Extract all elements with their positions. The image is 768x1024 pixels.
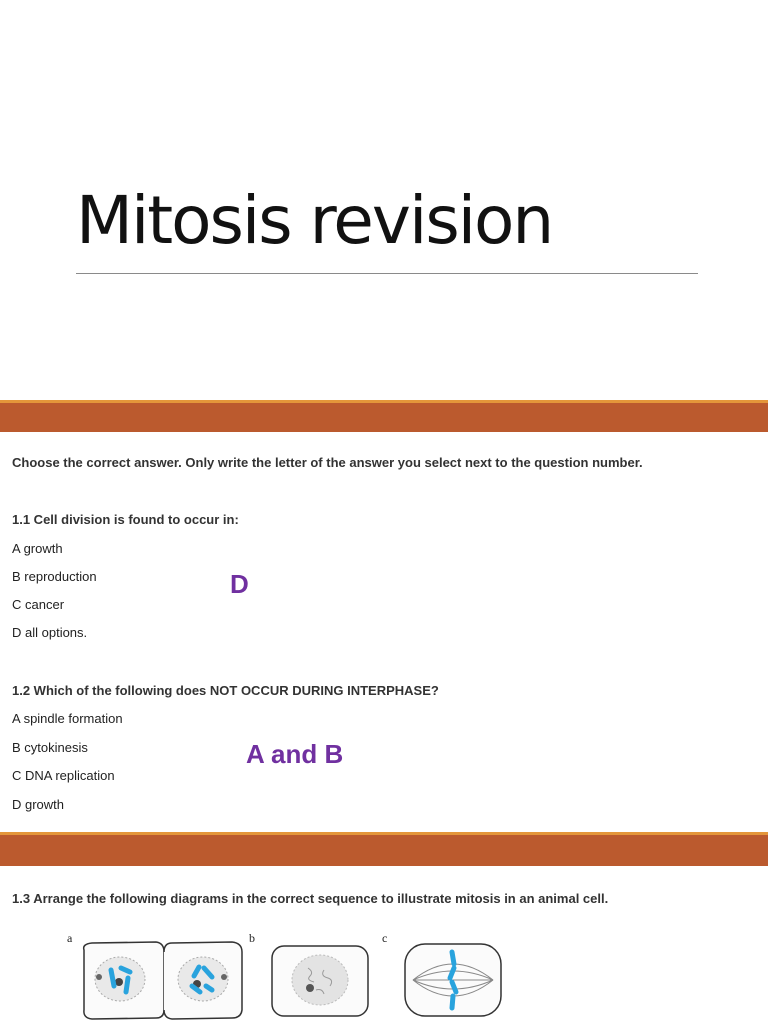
- diagram-label-a: a: [67, 931, 73, 945]
- diagram-label-c: c: [382, 931, 388, 945]
- q1-option-d: D all options.: [12, 625, 88, 640]
- q2-option-a: A spindle formation: [12, 711, 123, 726]
- q2-option-c: C DNA replication: [12, 768, 115, 783]
- q1-option-b: B reproduction: [12, 569, 97, 584]
- q1-answer: D: [230, 569, 249, 599]
- slide-header-band: [0, 400, 768, 432]
- diagram-b-interphase: [272, 946, 368, 1016]
- question-1-2: 1.2 Which of the following does NOT OCCUR DURING INTERPHASE?: [12, 683, 439, 698]
- mitosis-diagrams: [80, 940, 510, 1024]
- q2-option-b: B cytokinesis: [12, 740, 88, 755]
- diagram-c-metaphase: [405, 944, 501, 1016]
- diagram-label-b: b: [249, 931, 255, 945]
- slide-header-band: [0, 832, 768, 866]
- q1-option-a: A growth: [12, 541, 63, 556]
- slide-title: Mitosis revision: [76, 182, 553, 259]
- title-divider: [76, 273, 698, 274]
- q2-answer: A and B: [246, 739, 344, 769]
- instruction-text: Choose the correct answer. Only write the letter of the answer you select next to the question number.: [12, 455, 643, 470]
- q2-option-d: D growth: [12, 797, 65, 812]
- diagram-a-cytokinesis: [84, 942, 242, 1019]
- question-1-3: 1.3 Arrange the following diagrams in the correct sequence to illustrate mitosis in an animal cell.: [12, 891, 609, 906]
- question-1-1: 1.1 Cell division is found to occur in:: [12, 512, 239, 527]
- q1-option-c: C cancer: [12, 597, 65, 612]
